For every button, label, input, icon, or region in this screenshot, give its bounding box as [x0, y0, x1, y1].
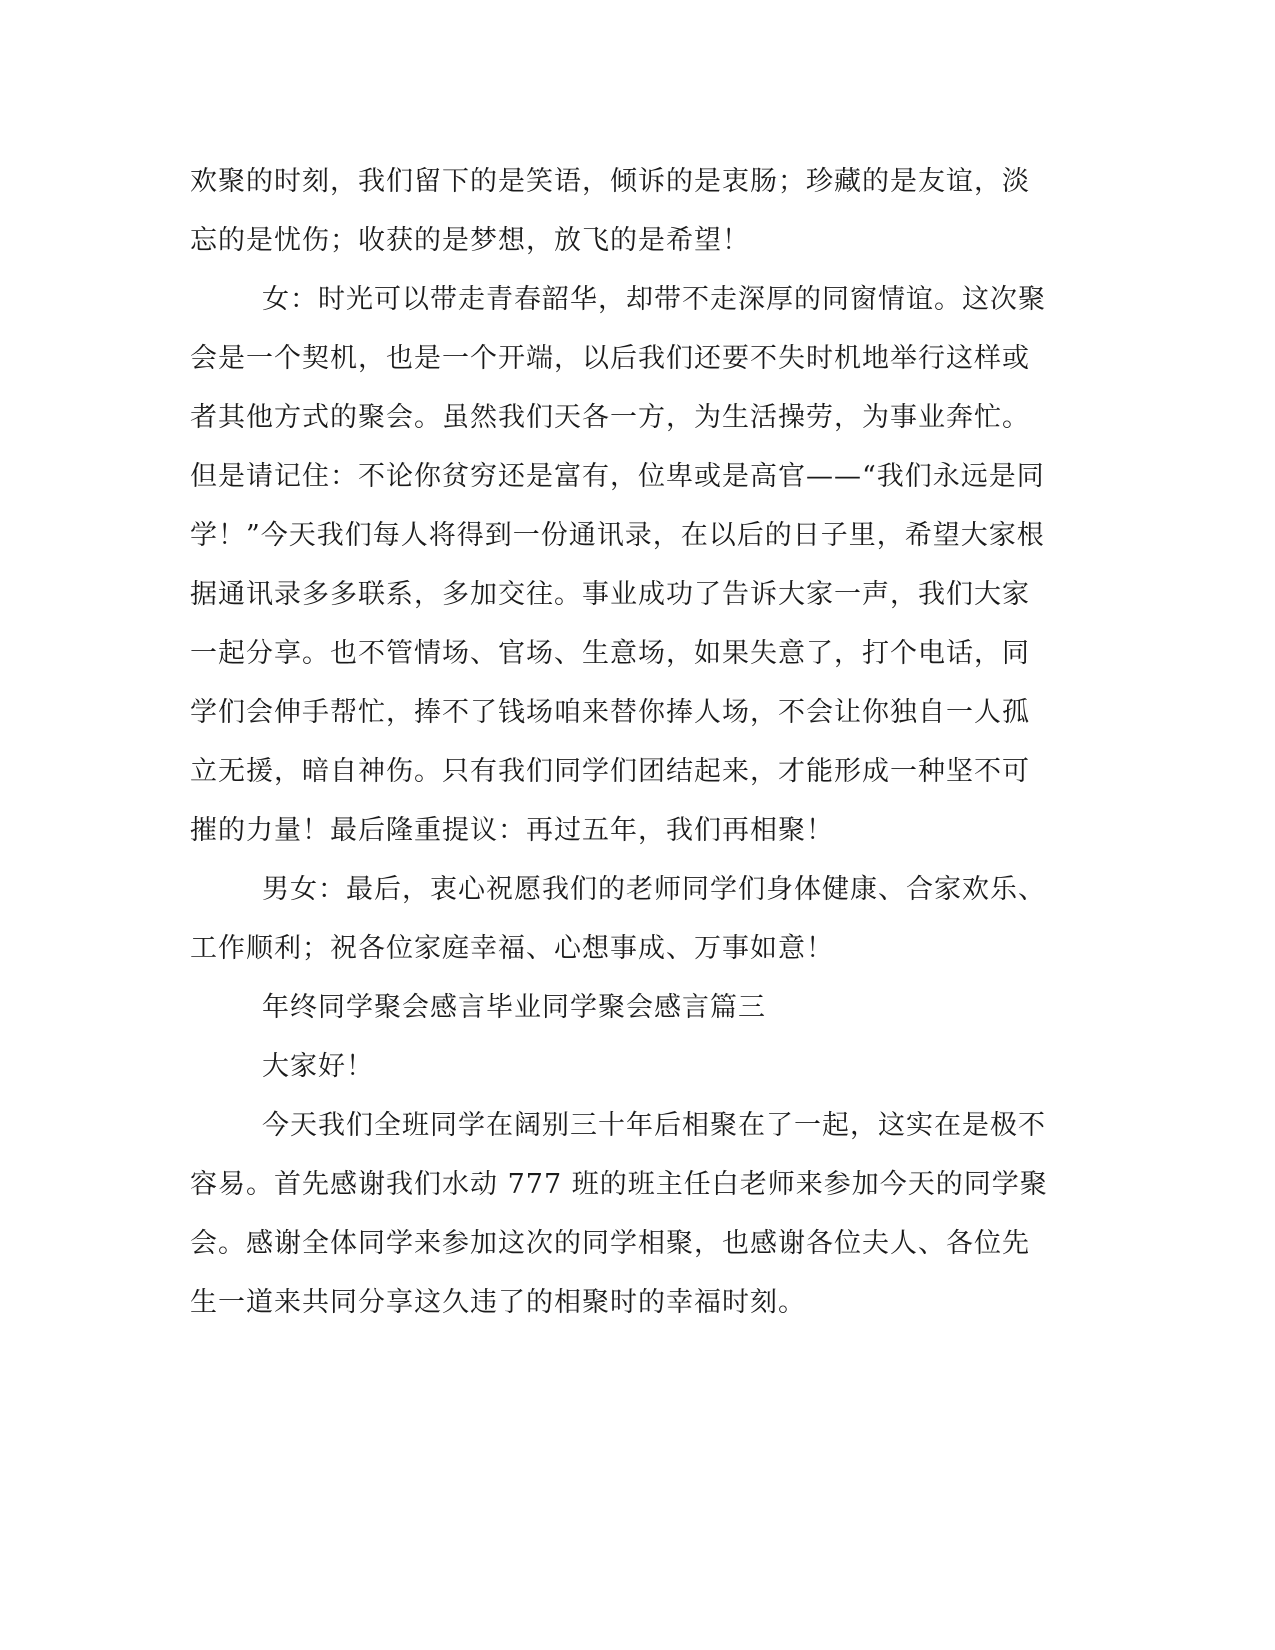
text-line: 欢聚的时刻，我们留下的是笑语，倾诉的是衷肠；珍藏的是友谊，淡: [190, 166, 1030, 197]
text-line: 者其他方式的聚会。虽然我们天各一方，为生活操劳，为事业奔忙。: [190, 402, 1030, 433]
text-line: 忘的是忧伤；收获的是梦想，放飞的是希望！: [190, 225, 750, 256]
text-line: 会。感谢全体同学来参加这次的同学相聚，也感谢各位夫人、各位先: [190, 1228, 1030, 1259]
text-line: 工作顺利；祝各位家庭幸福、心想事成、万事如意！: [190, 933, 834, 964]
text-line: 一起分享。也不管情场、官场、生意场，如果失意了，打个电话，同: [190, 638, 1030, 669]
text-line: 学！”今天我们每人将得到一份通讯录，在以后的日子里，希望大家根: [190, 520, 1045, 551]
text-line: 会是一个契机，也是一个开端，以后我们还要不失时机地举行这样或: [190, 343, 1030, 374]
text-line: 但是请记住：不论你贫穷还是富有，位卑或是高官——“我们永远是同: [190, 461, 1045, 492]
text-line: 男女：最后，衷心祝愿我们的老师同学们身体健康、合家欢乐、: [262, 874, 1046, 905]
text-line: 据通讯录多多联系，多加交往。事业成功了告诉大家一声，我们大家: [190, 579, 1030, 610]
section-heading: 年终同学聚会感言毕业同学聚会感言篇三: [262, 992, 766, 1023]
text-line: 生一道来共同分享这久违了的相聚时的幸福时刻。: [190, 1287, 806, 1318]
text-line: 摧的力量！最后隆重提议：再过五年，我们再相聚！: [190, 815, 834, 846]
greeting: 大家好！: [262, 1051, 374, 1082]
text-line: 容易。首先感谢我们水动 777 班的班主任白老师来参加今天的同学聚: [190, 1169, 1048, 1200]
text-line: 立无援，暗自神伤。只有我们同学们团结起来，才能形成一种坚不可: [190, 756, 1030, 787]
text-line: 今天我们全班同学在阔别三十年后相聚在了一起，这实在是极不: [262, 1110, 1046, 1141]
text-line: 女：时光可以带走青春韶华，却带不走深厚的同窗情谊。这次聚: [262, 284, 1046, 315]
text-line: 学们会伸手帮忙，捧不了钱场咱来替你捧人场，不会让你独自一人孤: [190, 697, 1030, 728]
